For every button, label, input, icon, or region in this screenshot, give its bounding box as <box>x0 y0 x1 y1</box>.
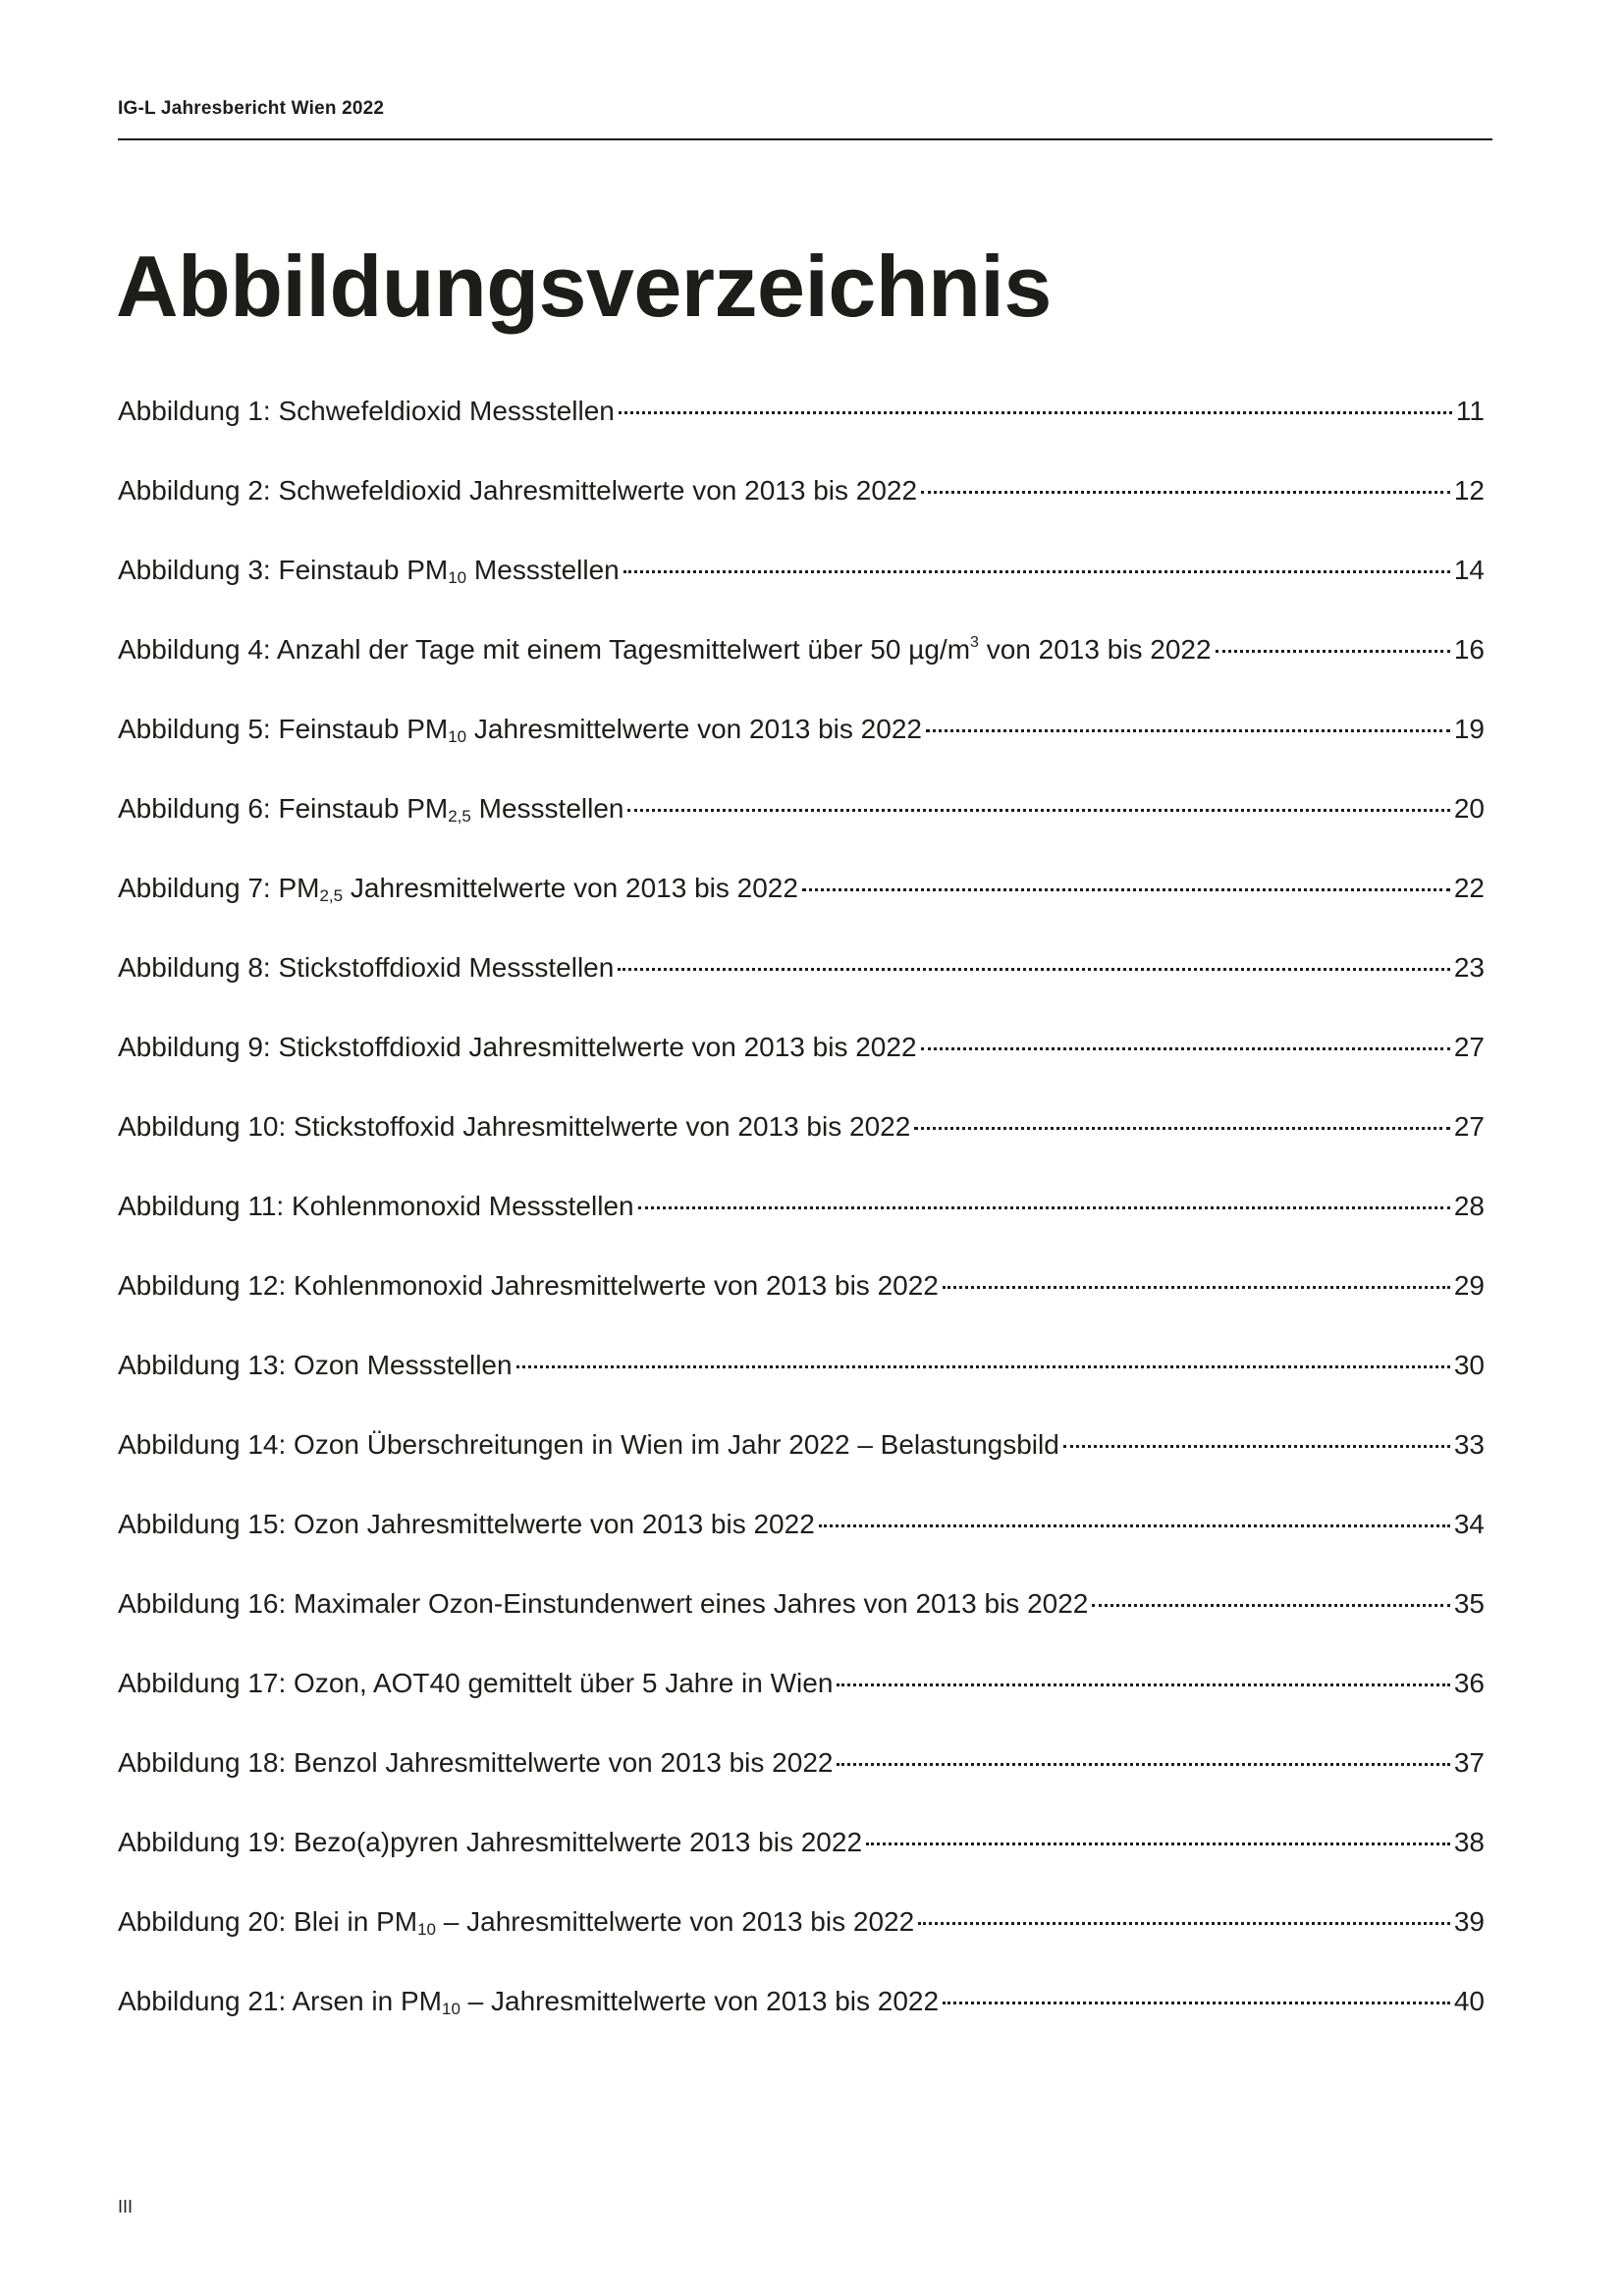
page-title: Abbildungsverzeichnis <box>116 238 1052 335</box>
toc-entry[interactable] <box>118 1660 1485 1739</box>
dot-leader <box>1092 1604 1449 1607</box>
dot-leader <box>618 968 1450 971</box>
toc-page-number: 30 <box>1453 1350 1485 1380</box>
title-text: Abbildung 13: Ozon Messstellen <box>118 1350 513 1380</box>
title-text: Abbildung 9: Stickstoffdioxid Jahresmittelwerte von 2013 bis 2022 <box>118 1032 917 1062</box>
dot-leader <box>802 888 1450 891</box>
toc-entry-title <box>118 706 922 753</box>
dot-leader <box>837 1683 1449 1686</box>
toc-entry-title <box>118 1898 914 1946</box>
toc-entry-title <box>118 944 614 991</box>
title-text: Abbildung 18: Benzol Jahresmittelwerte von 2013 bis 2022 <box>118 1747 834 1778</box>
page-number: III <box>118 2197 134 2216</box>
title-text: Abbildung 21: Arsen in PM <box>118 1986 442 2016</box>
title-text: Abbildung 14: Ozon Überschreitungen in Wien im Jahr 2022 – Belastungsbild <box>118 1429 1059 1460</box>
toc-entry[interactable] <box>118 1103 1485 1183</box>
toc-entry-title <box>118 1580 1088 1628</box>
toc-entry-title <box>118 1262 939 1309</box>
toc-entry[interactable] <box>118 944 1485 1024</box>
toc-entry-title <box>118 388 615 435</box>
superscript: 3 <box>970 634 979 651</box>
toc-page-number: 35 <box>1453 1588 1485 1619</box>
title-text: Messstellen <box>470 793 624 824</box>
subscript: 10 <box>448 727 467 746</box>
toc-entry-title <box>118 547 620 594</box>
toc-entry[interactable] <box>118 1501 1485 1580</box>
subscript: 10 <box>448 568 467 587</box>
toc-page-number: 33 <box>1453 1429 1485 1460</box>
title-text: Abbildung 10: Stickstoffoxid Jahresmittelwerte von 2013 bis 2022 <box>118 1111 911 1142</box>
subscript: 10 <box>417 1920 436 1939</box>
title-text: Abbildung 7: PM <box>118 873 320 903</box>
dot-leader <box>1216 650 1450 653</box>
toc-entry[interactable] <box>118 706 1485 785</box>
toc-entry[interactable] <box>118 865 1485 944</box>
dot-leader <box>516 1365 1450 1368</box>
toc-page-number: 19 <box>1453 714 1485 744</box>
toc-entry[interactable] <box>118 1739 1485 1819</box>
toc-page-number: 36 <box>1453 1668 1485 1698</box>
title-text: Abbildung 15: Ozon Jahresmittelwerte von 2013 bis 2022 <box>118 1509 815 1539</box>
toc-page-number: 28 <box>1453 1191 1485 1221</box>
title-text: Messstellen <box>466 555 620 585</box>
toc-entry[interactable] <box>118 785 1485 865</box>
toc-page-number: 14 <box>1453 555 1485 585</box>
dot-leader <box>1063 1445 1450 1448</box>
title-text: von 2013 bis 2022 <box>978 634 1212 665</box>
toc-entry[interactable] <box>118 1342 1485 1421</box>
toc-entry[interactable] <box>118 1898 1485 1978</box>
subscript: 10 <box>441 2000 460 2018</box>
toc-page-number: 23 <box>1453 952 1485 983</box>
title-text: Abbildung 17: Ozon, AOT40 gemittelt über 5 Jahre in Wien <box>118 1668 834 1698</box>
toc-page-number: 27 <box>1453 1111 1485 1142</box>
toc-entry-title <box>118 1739 833 1787</box>
toc-entry-title <box>118 1342 513 1389</box>
title-text: Abbildung 1: Schwefeldioxid Messstellen <box>118 396 615 426</box>
title-text: Abbildung 2: Schwefeldioxid Jahresmittelwerte von 2013 bis 2022 <box>118 475 918 506</box>
toc-entry-title <box>118 1978 939 2025</box>
title-text: Jahresmittelwerte von 2013 bis 2022 <box>343 873 798 903</box>
title-text: – Jahresmittelwerte von 2013 bis 2022 <box>436 1906 915 1937</box>
toc-page-number: 37 <box>1453 1747 1485 1778</box>
dot-leader <box>921 1047 1450 1050</box>
dot-leader <box>619 411 1452 414</box>
toc-page-number: 40 <box>1453 1986 1485 2016</box>
figure-list <box>118 388 1485 2057</box>
toc-page-number: 22 <box>1453 873 1485 903</box>
title-text: – Jahresmittelwerte von 2013 bis 2022 <box>460 1986 940 2016</box>
dot-leader <box>638 1206 1450 1209</box>
toc-page-number: 12 <box>1453 475 1485 506</box>
toc-entry-title <box>118 1103 910 1150</box>
toc-entry-title <box>118 626 1212 673</box>
title-text: Abbildung 3: Feinstaub PM <box>118 555 449 585</box>
toc-entry-title <box>118 1183 634 1230</box>
toc-page-number: 39 <box>1453 1906 1485 1937</box>
dot-leader <box>921 491 1450 494</box>
dot-leader <box>819 1524 1450 1527</box>
toc-entry[interactable] <box>118 388 1485 467</box>
toc-entry[interactable] <box>118 467 1485 547</box>
header-rule <box>118 138 1492 140</box>
toc-entry[interactable] <box>118 547 1485 626</box>
toc-entry-title <box>118 785 623 832</box>
toc-entry[interactable] <box>118 626 1485 706</box>
title-text: Abbildung 19: Bezo(a)pyren Jahresmittelwerte 2013 bis 2022 <box>118 1827 863 1857</box>
title-text: Jahresmittelwerte von 2013 bis 2022 <box>466 714 922 744</box>
title-text: Abbildung 20: Blei in PM <box>118 1906 418 1937</box>
toc-page-number: 29 <box>1453 1270 1485 1301</box>
dot-leader <box>627 809 1449 812</box>
toc-entry[interactable] <box>118 1024 1485 1103</box>
toc-entry-title <box>118 1024 917 1071</box>
toc-entry-title <box>118 1819 862 1866</box>
toc-entry-title <box>118 1501 815 1548</box>
toc-page-number: 16 <box>1453 634 1485 665</box>
toc-entry[interactable] <box>118 1978 1485 2057</box>
toc-entry[interactable] <box>118 1183 1485 1262</box>
toc-entry-title <box>118 1660 833 1707</box>
title-text: Abbildung 4: Anzahl der Tage mit einem Tagesmittelwert über 50 µg/m <box>118 634 971 665</box>
dot-leader <box>943 1286 1450 1289</box>
dot-leader <box>914 1127 1450 1130</box>
dot-leader <box>866 1842 1450 1845</box>
toc-page-number: 27 <box>1453 1032 1485 1062</box>
toc-page-number: 11 <box>1455 396 1485 426</box>
toc-page-number: 38 <box>1453 1827 1485 1857</box>
dot-leader <box>837 1763 1449 1766</box>
title-text: Abbildung 8: Stickstoffdioxid Messstellen <box>118 952 615 983</box>
title-text: Abbildung 11: Kohlenmonoxid Messstellen <box>118 1191 634 1221</box>
subscript: 2,5 <box>319 886 344 905</box>
toc-entry[interactable] <box>118 1262 1485 1342</box>
dot-leader <box>623 570 1450 573</box>
subscript: 2,5 <box>448 807 471 826</box>
dot-leader <box>926 729 1450 732</box>
toc-entry[interactable] <box>118 1819 1485 1898</box>
toc-entry-title <box>118 1421 1059 1468</box>
title-text: Abbildung 5: Feinstaub PM <box>118 714 449 744</box>
running-header: IG-L Jahresbericht Wien 2022 <box>118 98 385 119</box>
toc-entry[interactable] <box>118 1580 1485 1660</box>
toc-entry-title <box>118 467 917 514</box>
title-text: Abbildung 6: Feinstaub PM <box>118 793 449 824</box>
dot-leader <box>943 2002 1450 2004</box>
toc-entry[interactable] <box>118 1421 1485 1501</box>
dot-leader <box>918 1922 1450 1925</box>
title-text: Abbildung 12: Kohlenmonoxid Jahresmittelwerte von 2013 bis 2022 <box>118 1270 939 1301</box>
toc-page-number: 34 <box>1453 1509 1485 1539</box>
toc-entry-title <box>118 865 798 912</box>
title-text: Abbildung 16: Maximaler Ozon-Einstundenwert eines Jahres von 2013 bis 2022 <box>118 1588 1089 1619</box>
toc-page-number: 20 <box>1453 793 1485 824</box>
